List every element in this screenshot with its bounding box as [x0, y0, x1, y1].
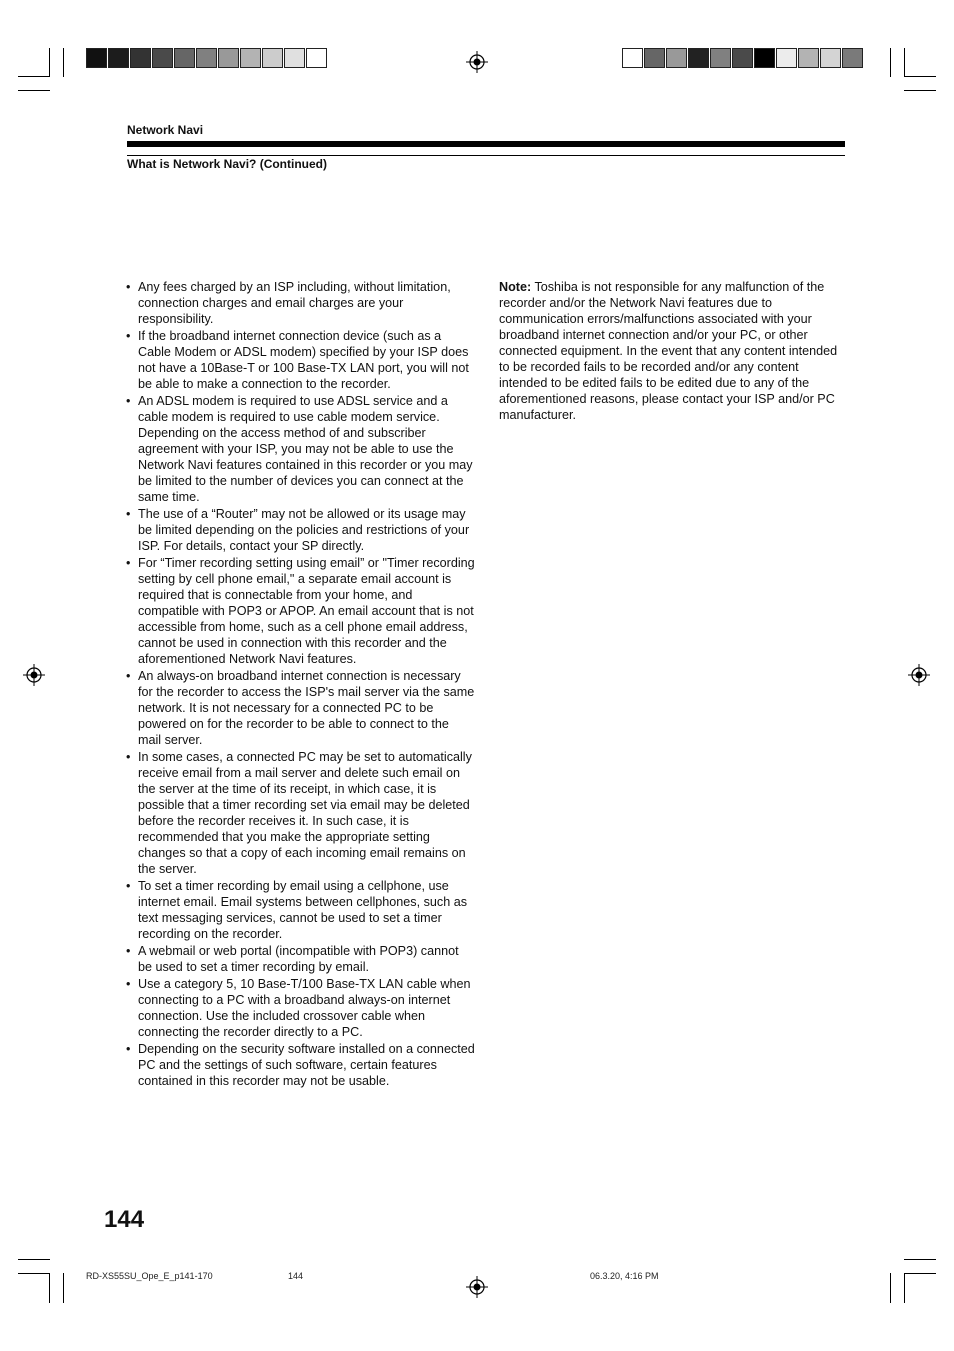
bullet-column: [125, 279, 475, 1090]
color-swatch: [688, 48, 709, 68]
bullet-item: • The use of a “Router” may not be allowed or its usage may be limited depending on the policies and restrictions of your ISP. For details, contact your SP directly.: [125, 506, 475, 554]
note-paragraph: [499, 279, 841, 423]
registration-target-icon-left: [23, 664, 45, 686]
color-swatch: [622, 48, 643, 68]
color-swatch: [240, 48, 261, 68]
crop-mark-top-left-h2: [18, 90, 50, 91]
crop-mark-bottom-right-h: [904, 1259, 936, 1260]
color-swatch: [754, 48, 775, 68]
color-swatch: [732, 48, 753, 68]
color-swatch: [284, 48, 305, 68]
color-swatch: [174, 48, 195, 68]
crop-mark-top-right-v: [890, 48, 891, 77]
color-swatch: [86, 48, 107, 68]
registration-target-icon-right: [908, 664, 930, 686]
crop-mark-bottom-left-h2: [18, 1273, 50, 1274]
color-swatch: [152, 48, 173, 68]
bullet-item: • A webmail or web portal (incompatible with POP3) cannot be used to set a timer recording by email.: [125, 943, 475, 975]
color-swatch: [218, 48, 239, 68]
color-swatch: [666, 48, 687, 68]
bullet-item: • For “Timer recording setting using email” or "Timer recording setting by cell phone email," a separate email account is required that is connectable from your home, and compatible with POP3 or APOP. An email account that is not accessible from home, such as a cell phone email address, cannot be used in connection with this recorder and the aforementioned Network Navi features.: [125, 555, 475, 667]
color-swatch: [798, 48, 819, 68]
footer-date: 06.3.20, 4:16 PM: [590, 1271, 659, 1281]
bullet-item: • If the broadband internet connection device (such as a Cable Modem or ADSL modem) specified by your ISP does not have a 10Base-T or 100 Base-TX LAN port, you will not be able to make a connection to the recorder.: [125, 328, 475, 392]
footer-page: 144: [288, 1271, 304, 1281]
crop-mark-top-right-v2: [904, 48, 905, 77]
crop-mark-top-left-v: [49, 48, 50, 77]
bullet-item: • An ADSL modem is required to use ADSL service and a cable modem is required to use cable modem service. Depending on the access method of and subscriber agreement with your ISP, you may not be able to use the Network Navi features contained in this recorder or you may be limited to the number of devices you can connect at the same time.: [125, 393, 475, 505]
section-title: Network Navi: [127, 123, 204, 137]
color-swatch: [262, 48, 283, 68]
crop-mark-bottom-left-v2: [63, 1273, 64, 1303]
bullet-list: [125, 279, 475, 1089]
crop-mark-bottom-left-h: [18, 1259, 50, 1260]
color-swatch: [130, 48, 151, 68]
color-swatch: [776, 48, 797, 68]
color-swatch: [842, 48, 863, 68]
color-swatch: [196, 48, 217, 68]
header-rule-thin: [127, 155, 845, 156]
footer-file-name: RD-XS55SU_Ope_E_p141-170: [86, 1271, 213, 1281]
color-swatch: [820, 48, 841, 68]
bullet-item: • Any fees charged by an ISP including, without limitation, connection charges and email charges are your responsibility.: [125, 279, 475, 327]
bullet-item: • To set a timer recording by email using a cellphone, use internet email. Email systems between cellphones, such as text messaging services, cannot be used to set a timer recording on the recorder.: [125, 878, 475, 942]
note-label: Note:: [499, 280, 532, 294]
color-swatch: [108, 48, 129, 68]
registration-target-icon-top: [466, 51, 488, 73]
bullet-item: • In some cases, a connected PC may be set to automatically receive email from a mail server and delete such email on the server at the time of its receipt, in which case, it is possible that a timer recording set via email may be deleted before the recorder receives it. In such case, it is recommended that you make the appropriate setting changes so that a copy of each incoming email remains on the server.: [125, 749, 475, 877]
bullet-item: • Depending on the security software installed on a connected PC and the settings of such software, certain features contained in this recorder may not be usable.: [125, 1041, 475, 1089]
crop-mark-bottom-right-v: [890, 1273, 891, 1303]
color-bar-right: [622, 48, 864, 68]
bullet-item: • An always-on broadband internet connection is necessary for the recorder to access the ISP's mail server via the same network. It is not necessary for a connected PC to be powered on for the recorder to be able to connect to the mail server.: [125, 668, 475, 748]
bullet-item: • Use a category 5, 10 Base-T/100 Base-TX LAN cable when connecting to a PC with a broadband always-on internet connection. Use the included crossover cable when connecting the recorder directly to a PC.: [125, 976, 475, 1040]
subsection-title: What is Network Navi? (Continued): [127, 157, 328, 171]
crop-mark-top-right-h2: [904, 90, 936, 91]
crop-mark-top-right-h: [904, 76, 936, 77]
crop-mark-bottom-right-v2: [904, 1273, 905, 1303]
page-number: 144: [104, 1206, 145, 1233]
crop-mark-top-left-v2: [63, 48, 64, 77]
registration-target-icon-bottom: [466, 1276, 488, 1298]
color-bar-left: [86, 48, 328, 68]
crop-mark-bottom-left-v: [49, 1273, 50, 1303]
color-swatch: [644, 48, 665, 68]
color-swatch: [710, 48, 731, 68]
color-swatch: [306, 48, 327, 68]
crop-mark-top-left-h: [18, 76, 50, 77]
note-text: Toshiba is not responsible for any malfunction of the recorder and/or the Network Navi features due to communication errors/malfunctions associated with your broadband internet connection and/or your PC, or other connected equipment. In the event that any content intended to be recorded fails to be recorded and/or any content intended to be edited fails to be edited due to any of the aforementioned reasons, please contact your ISP and/or PC manufacturer.: [499, 280, 838, 422]
header-rule-thick: [127, 141, 845, 147]
crop-mark-bottom-right-h2: [904, 1273, 936, 1274]
